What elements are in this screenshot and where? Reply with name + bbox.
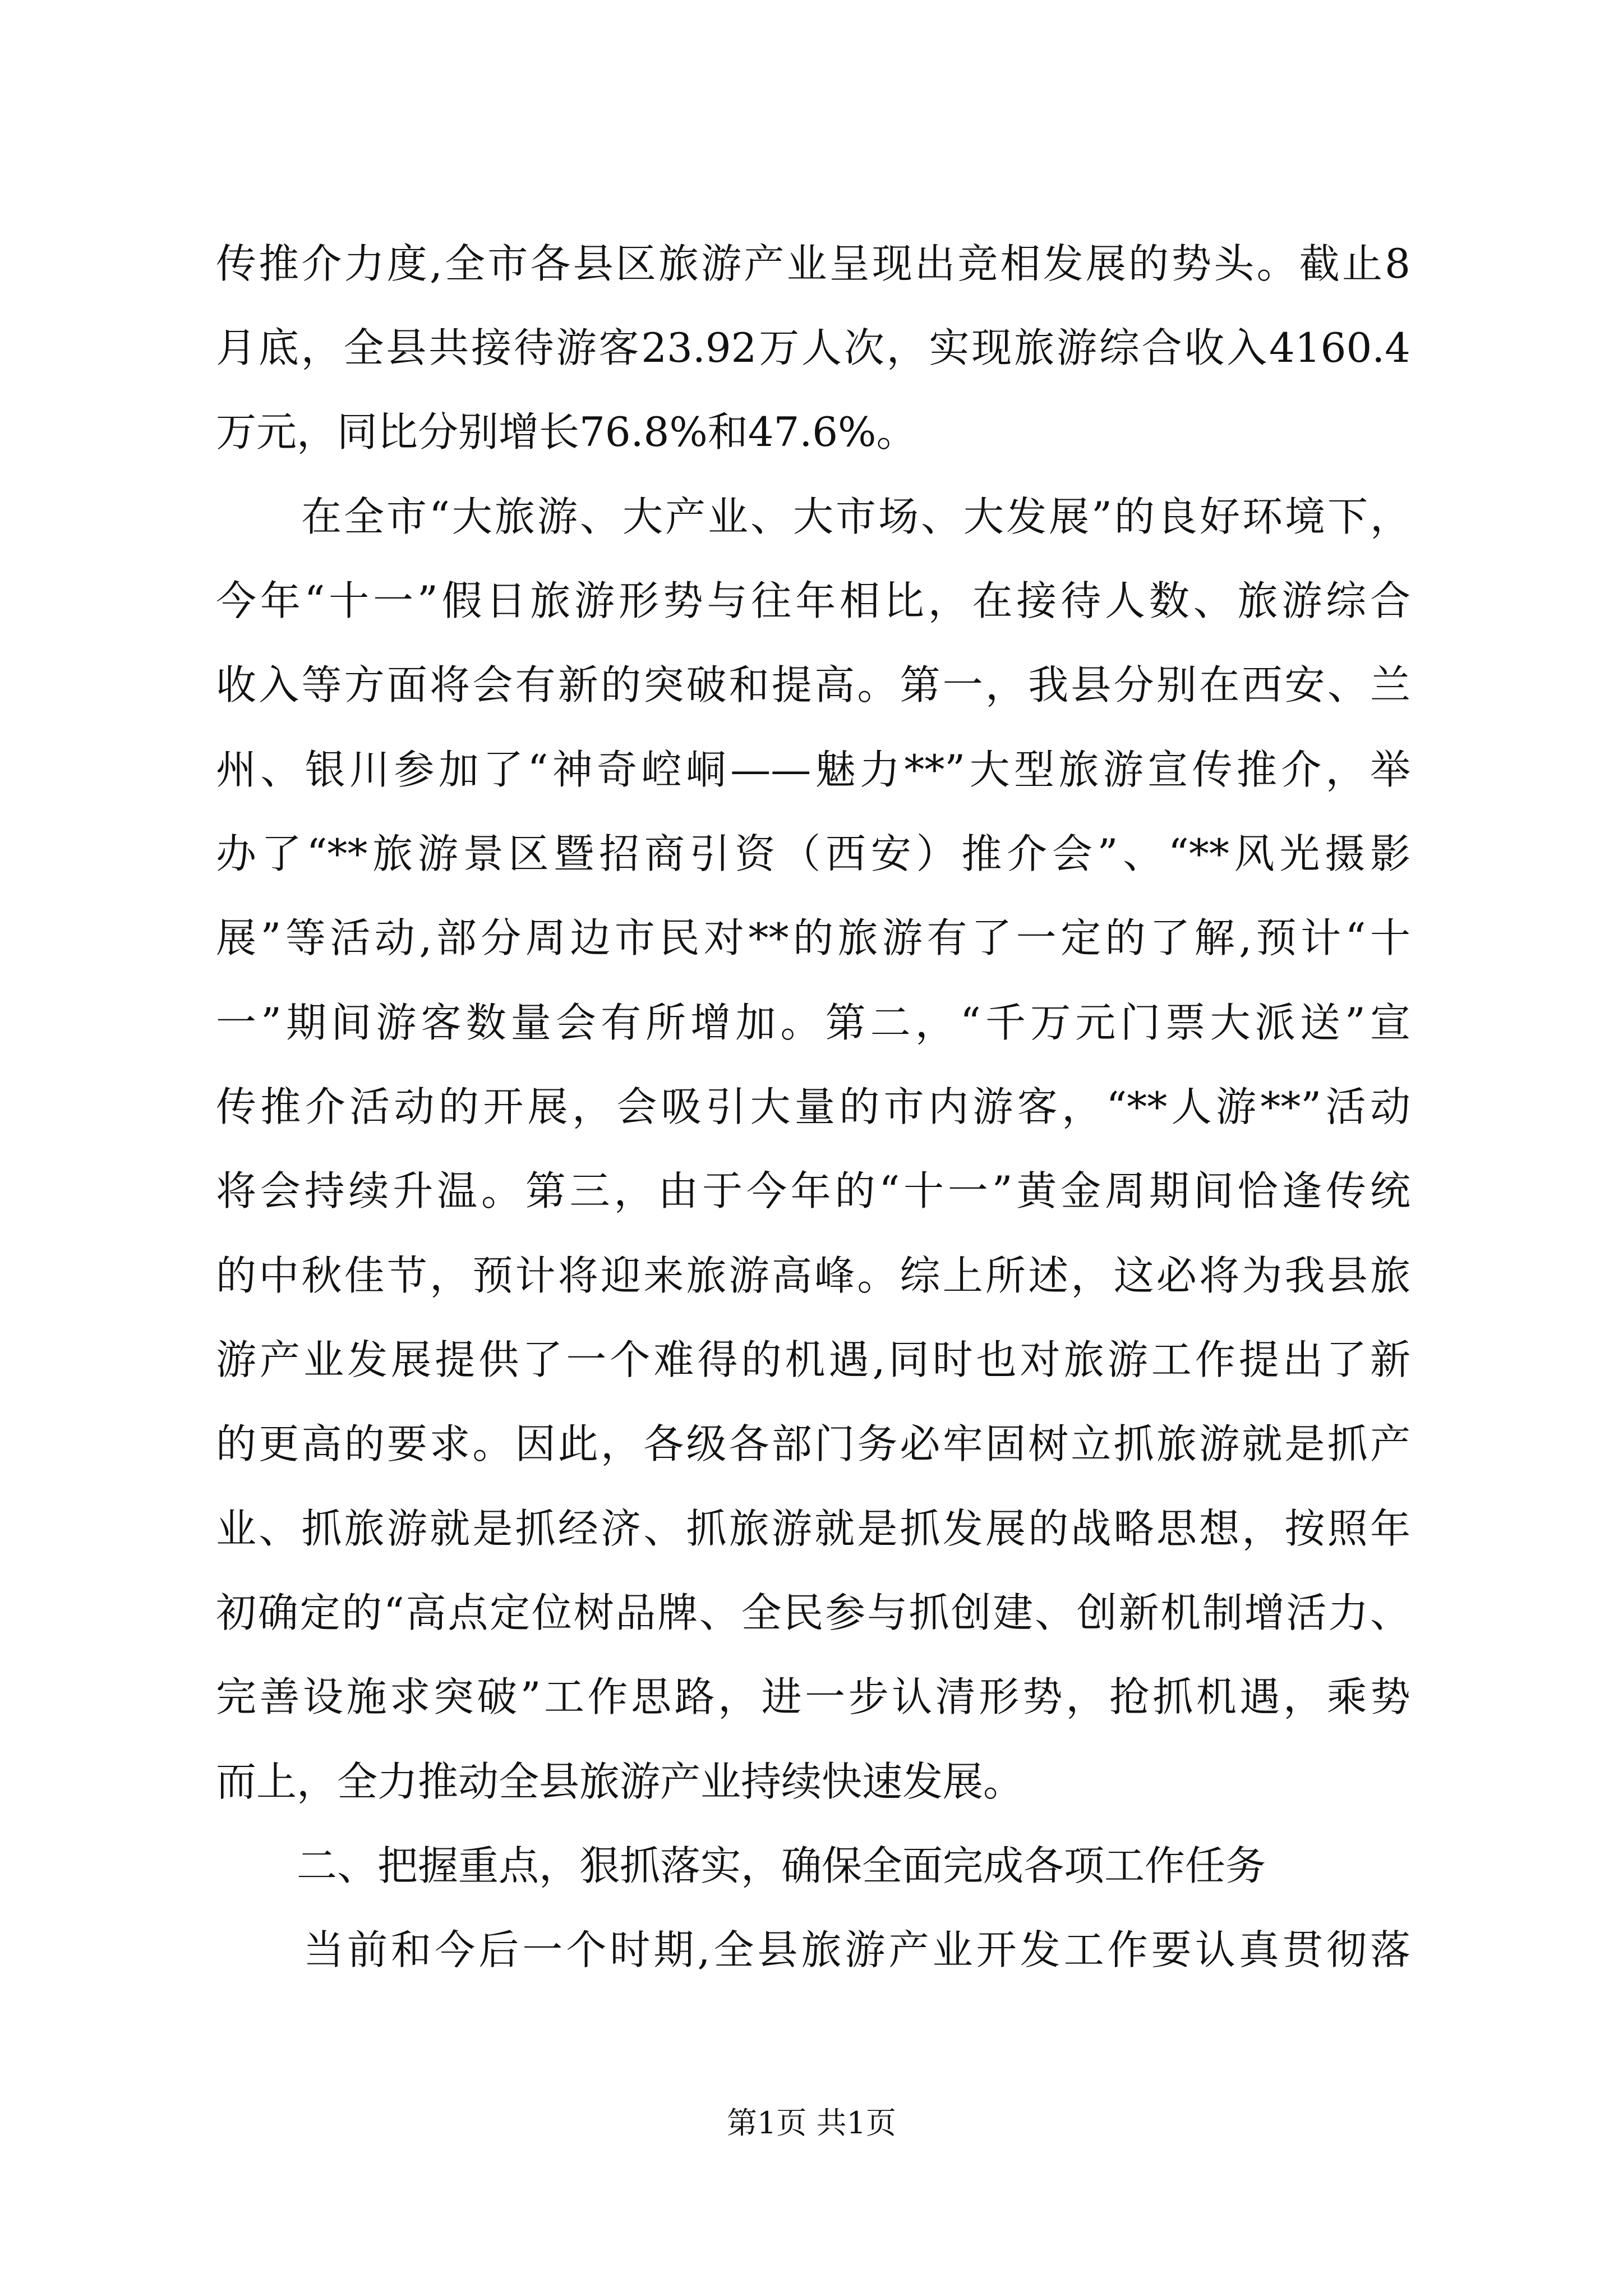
text-line-4: 在全市“大旅游、大产业、大市场、大发展”的良好环境下， <box>216 493 1410 540</box>
text-line-18: 完善设施求突破”工作思路，进一步认清形势，抢抓机遇，乘势 <box>216 1673 1410 1720</box>
text-line-6: 收入等方面将会有新的突破和提高。第一，我县分别在西安、兰 <box>216 661 1410 708</box>
text-line-19: 而上，全力推动全县旅游产业持续快速发展。 <box>216 1758 1024 1805</box>
text-line-21: 当前和今后一个时期,全县旅游产业开发工作要认真贯彻落 <box>216 1926 1410 1973</box>
page-number-footer: 第1页 共1页 <box>727 2105 896 2141</box>
text-line-12: 将会持续升温。第三，由于今年的“十一”黄金周期间恰逢传统 <box>216 1167 1410 1214</box>
text-line-14: 游产业发展提供了一个难得的机遇,同时也对旅游工作提出了新 <box>216 1336 1410 1383</box>
text-line-16: 业、抓旅游就是抓经济、抓旅游就是抓发展的战略思想，按照年 <box>216 1505 1410 1552</box>
text-line-15: 的更高的要求。因此，各级各部门务必牢固树立抓旅游就是抓产 <box>216 1420 1410 1467</box>
text-line-9: 展”等活动,部分周边市民对**的旅游有了一定的了解,预计“十 <box>216 914 1410 961</box>
text-line-17: 初确定的“高点定位树品牌、全民参与抓创建、创新机制增活力、 <box>216 1589 1410 1636</box>
text-line-2: 月底，全县共接待游客23.92万人次，实现旅游综合收入4160.4 <box>216 324 1410 371</box>
text-line-10: 一”期间游客数量会有所增加。第二，“千万元门票大派送”宣 <box>216 999 1410 1046</box>
text-line-7: 州、银川参加了“神奇崆峒——魅力**”大型旅游宣传推介，举 <box>216 746 1410 793</box>
text-line-5: 今年“十一”假日旅游形势与往年相比，在接待人数、旅游综合 <box>216 577 1410 624</box>
text-line-3: 万元，同比分别增长76.8%和47.6%。 <box>216 408 917 455</box>
text-line-8: 办了“**旅游景区暨招商引资（西安）推介会”、“**风光摄影 <box>216 830 1410 877</box>
text-line-1: 传推介力度,全市各县区旅游产业呈现出竞相发展的势头。截止8 <box>216 240 1410 287</box>
section-heading: 二、把握重点，狠抓落实，确保全面完成各项工作任务 <box>216 1842 1266 1889</box>
text-line-13: 的中秋佳节，预计将迎来旅游高峰。综上所述，这必将为我县旅 <box>216 1252 1410 1299</box>
text-line-11: 传推介活动的开展，会吸引大量的市内游客，“**人游**”活动 <box>216 1083 1410 1130</box>
